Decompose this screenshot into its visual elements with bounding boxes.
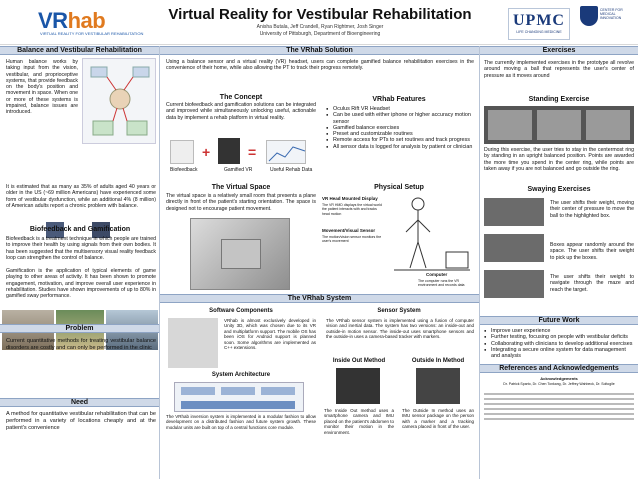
references-header: References and Acknowledgements (480, 364, 638, 373)
exercises-section-header: Exercises (480, 46, 638, 55)
feature-item: ● Oculus Rift VR Headset (326, 106, 476, 112)
unity-logo-image (168, 318, 218, 368)
virtual-plane (221, 239, 261, 269)
university-crest-icon (580, 6, 598, 26)
balance-section-header: Balance and Vestibular Rehabilitation (0, 46, 159, 55)
reference-line (484, 408, 634, 410)
virtual-space-title: The Virtual Space (211, 184, 271, 191)
module-block (181, 387, 215, 395)
reference-line (484, 403, 634, 405)
features-list (326, 106, 476, 150)
future-work-item: ● Collaborating with clinicians to develop additional exercises (484, 341, 636, 347)
swaying-exercises-title: Swaying Exercises (527, 186, 591, 193)
problem-section-header: Problem (0, 324, 159, 333)
virtual-space-text: The virtual space is a relatively small room that presents a plane directly in front of the patient's starting orientation. The space is designed not to encourage patient movement. (166, 193, 316, 212)
left-column (0, 46, 160, 479)
core-module-block (181, 401, 295, 409)
software-title: Software Components (209, 308, 273, 314)
acknowledgements-title: Acknowledgements (540, 376, 578, 381)
standing-exercise-text: During this exercise, the user tries to stay in the centermost ring by standing in an upright balanced position. Points are awarded the more time you spend in the center ring, while points are taken away if you are not balanced and go outside the ring. (484, 147, 634, 172)
feature-item: ● Preset and customizable routines (326, 131, 476, 137)
computer-label: Computer (426, 272, 448, 277)
features-title: VRhab Features (372, 96, 426, 103)
rehab-data-chart-image (266, 140, 306, 164)
plus-icon: + (202, 144, 211, 160)
standing-exercise-screenshots (484, 106, 634, 144)
feature-item: ● All sensor data is logged for analysis by patient or clinician (326, 144, 476, 150)
equals-icon: = (248, 144, 257, 160)
poster-title: Virtual Reality for Vestibular Rehabilitation (168, 6, 472, 23)
reference-line (484, 398, 634, 400)
biofeedback-title: Biofeedback and Gamification (29, 226, 131, 233)
computer-text: The computer runs the VR environment and records data (418, 279, 465, 288)
future-work-item: ● Integrating a secure online system for data management and analysis (484, 347, 636, 360)
sway-screen-1 (484, 198, 544, 226)
feature-item: ● Can be used with either iphone or higher accuracy motion sensor (326, 112, 476, 125)
balance-diagram-icon (83, 59, 157, 145)
acknowledgements-text: Dr. Patrick Sparto, Dr. Chen Tonkang, Dr. Jeffrey Wahbeck, Dr. Soltogile (503, 382, 615, 386)
architecture-title: System Architecture (211, 372, 271, 378)
vrhab-logo-subtitle: VIRTUAL REALITY FOR VESTIBULAR REHABILITATION (40, 31, 144, 36)
movement-sensor-text: The motion/vision sensor monitors the user's movement (322, 235, 382, 244)
inside-out-image (336, 368, 380, 404)
concept-label-biofeedback: Biofeedback (170, 167, 198, 173)
future-work-item: ● Improve user experience (484, 328, 636, 334)
hmd-label: VR Head Mounted Display (322, 196, 378, 201)
poster-authors: Anisha Butala, Jeff Crandell, Ryan Rightmer, Josh Singer (256, 24, 384, 30)
reference-line (484, 418, 634, 420)
outside-in-text: The Outside In method uses an IMU sensor package on the person with a marker and a tracking camera placed in front of the user. (402, 408, 474, 430)
physical-setup-title: Physical Setup (374, 184, 424, 191)
physical-setup-diagram (322, 194, 474, 290)
standing-screen-1 (488, 110, 532, 140)
standing-screen-3 (586, 110, 630, 140)
sensor-text: The VRhab sensor system is implemented using a fusion of computer vision and inertial data. The system has two versions: an inside-out and outside-in motion sensor. The inside-out uses smartphone sensors and the outside-in uses a camera-based tracker with markers. (326, 318, 474, 340)
middle-column (160, 46, 480, 479)
concept-text: Current biofeedback and gamification solutions can be integrated and improved while simultaneously unlocking useful, actionable data by implement a rehab platform in virtual reality. (166, 102, 316, 121)
system-section-header: The VRhab System (160, 294, 479, 303)
sway-text-1: The user shifts their weight, moving their center of pressure to move the ball to the highlighted box. (550, 200, 634, 219)
solution-section-header: The VRhab Solution (160, 46, 479, 55)
gamified-vr-image (218, 138, 240, 164)
standing-exercise-title: Standing Exercise (528, 96, 590, 103)
problem-text: Current quantitative methods for treating vestibular balance disorders are costly and can only be performed in the clinic (6, 338, 156, 351)
outside-in-image (416, 368, 460, 404)
sway-screen-2 (484, 234, 544, 262)
future-work-item: ● Further testing, focusing on people with vestibular deficits (484, 334, 636, 340)
movement-sensor-label: Movement/Visual Sensor (322, 228, 376, 233)
biofeedback-concept-image (170, 140, 194, 164)
module-block (221, 387, 255, 395)
feature-item: ● Gamified balance exercises (326, 125, 476, 131)
module-block (261, 387, 295, 395)
center-medical-innovation-logo: CENTER FOR MEDICAL INNOVATION (600, 8, 623, 20)
architecture-diagram (174, 382, 304, 412)
virtual-space-render (190, 218, 290, 290)
sway-text-2: Boxes appear randomly around the space. The user shifts their weight to pick up the boxes. (550, 242, 634, 261)
architecture-text: The VRhab inversion system is implemented in a modular fashion to allow development on a distributed fashion and future system growth. These modular units are built on top of a central functions core module. (166, 414, 316, 430)
need-section-header: Need (0, 398, 159, 407)
reference-line (484, 393, 634, 395)
solution-text: Using a balance sensor and a virtual reality (VR) headset, users can complete gamified balance rehabilitation exercises in the convenience of their home, while also allowing the PT to track their progress remotely. (166, 59, 474, 72)
concept-title: The Concept (219, 94, 263, 101)
upmc-logo-sub: LIFE CHANGING MEDICINE (516, 30, 562, 34)
exercises-text: The currently implemented exercises in the prototype all revolve around moving a ball that represents the user's center of pressure as it moves around (484, 60, 634, 79)
balance-text-1: Human balance works by taking input from the vision, vestibular, and proprioceptive systems, that provide feedback on the body's position and movement in space. When one or more of these systems is impaired, balance issues are introduced. (6, 59, 78, 116)
inside-out-title: Inside Out Method (332, 358, 386, 364)
references-list (484, 390, 634, 426)
future-work-list (484, 328, 636, 359)
future-work-header: Future Work (480, 316, 638, 325)
sensor-title: Sensor System (377, 308, 421, 314)
biofeedback-text-1: Biofeedback is a treatment technique in which people are trained to improve their health by using signals from their own bodies. It has been suggested that the multisensory visual reality feedback loop can strengthen the control of balance. (6, 236, 156, 261)
inside-out-text: The Inside Out method uses a smartphone camera and IMU placed on the patient's abdomen to monitor their motion in the environment. (324, 408, 394, 435)
reference-line (484, 413, 634, 415)
concept-label-gamified-vr: Gamified VR (224, 167, 253, 173)
standing-screen-2 (537, 110, 581, 140)
upmc-logo (508, 8, 570, 40)
sway-text-3: The user shifts their weight to navigate through the maze and reach the target. (550, 274, 634, 293)
balance-text-2: It is estimated that as many as 35% of adults aged 40 years or older in the US (~69 million Americans) have experienced some form of vestibular dysfunction, while an additional 4% (8 million) of American adults report a chronic problem with balance. (6, 184, 156, 209)
feature-item: ● Remote access for PTs to set routines and track progress (326, 137, 476, 143)
poster-affiliation: University of Pittsburgh, Department of Bioengineering (259, 31, 381, 37)
gamification-text: Gamification is the application of typical elements of game playing to other areas of activity. It has been shown to promote engagement, motivation, and improve overall user experience in rehabilitation. Studies have shown improvements of up to 80% in gamified sway performance. (6, 268, 156, 300)
concept-label-rehab-data: Useful Rehab Data (270, 167, 313, 173)
need-text: A method for quantitative vestibular rehabilitation that can be performed in a variety of locations cheaply and at the patient's convenience (6, 411, 156, 431)
hmd-text: The VR HMD displays the virtual world the patient interacts with and tracks head motion (322, 203, 382, 216)
upmc-logo-text: UPMC (513, 12, 565, 29)
software-text: VRhab is almost exclusively developed in Unity 3D, which was chosen due to its VR and multiplatform support. The mobile OS has been iOS for Android support is planned soon. Some algorithms are implemented as C++ extensions. (224, 318, 316, 351)
outside-in-title: Outside In Method (411, 358, 465, 364)
sway-screen-3 (484, 270, 544, 298)
vrhab-logo: VRhab (38, 8, 106, 33)
balance-systems-diagram (82, 58, 156, 144)
right-column (480, 46, 638, 479)
